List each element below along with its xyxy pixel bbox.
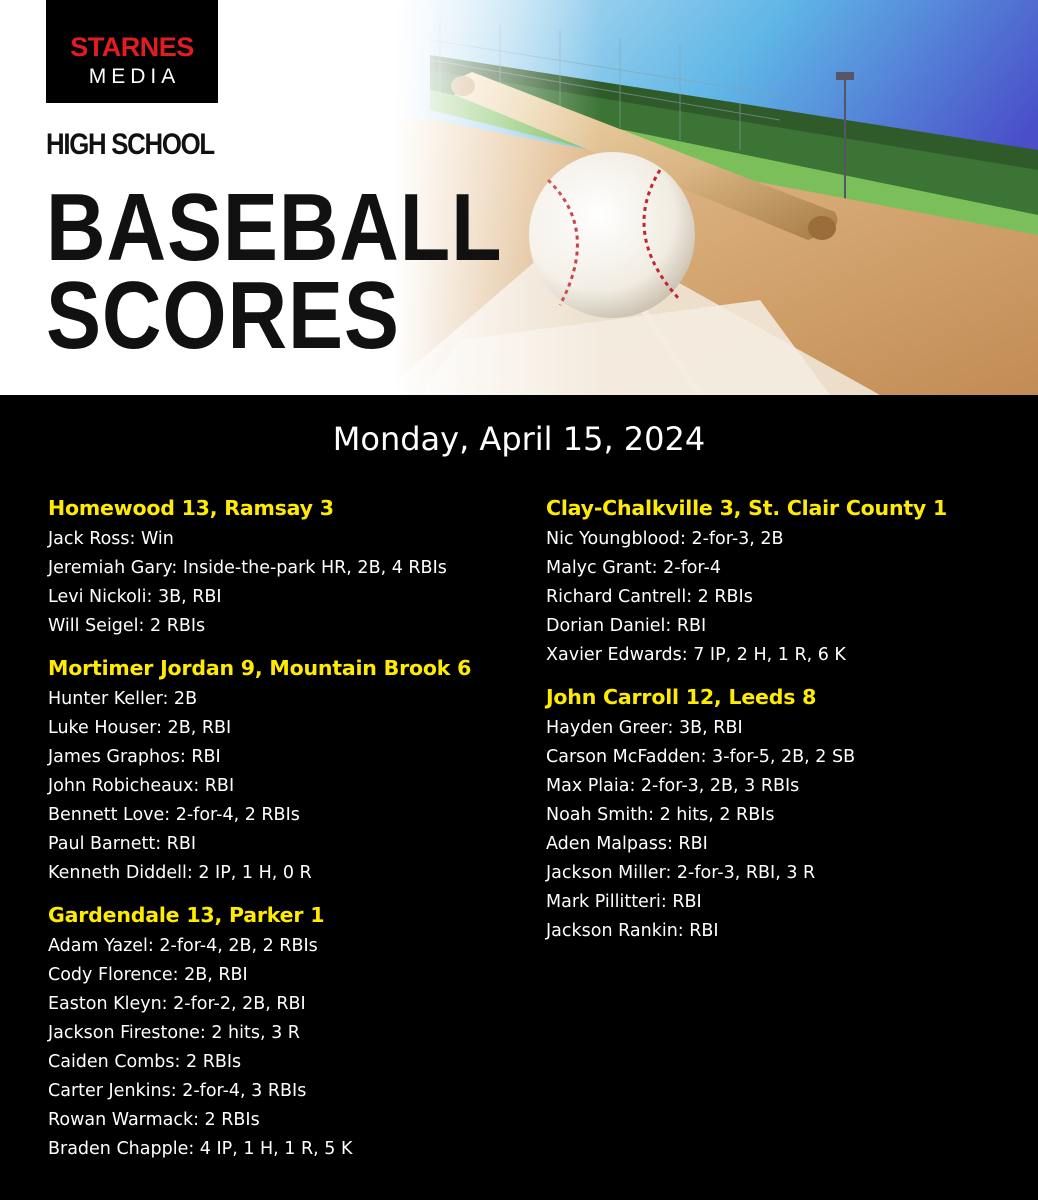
- game-block: [48, 899, 528, 1164]
- date-heading: Monday, April 15, 2024: [332, 420, 706, 458]
- game-title: Clay-Chalkville 3, St. Clair County 1: [546, 496, 948, 520]
- game-block: [546, 681, 1026, 946]
- player-line: Jackson Rankin: RBI: [546, 921, 719, 941]
- player-line: Rowan Warmack: 2 RBIs: [48, 1110, 260, 1130]
- title-line-2: SCORES: [46, 262, 400, 369]
- player-line: Will Seigel: 2 RBIs: [48, 616, 206, 636]
- player-line: Hunter Keller: 2B: [48, 689, 198, 709]
- game-block: [48, 652, 528, 888]
- game-block: [48, 492, 528, 641]
- player-line: Jeremiah Gary: Inside-the-park HR, 2B, 4 RBIs: [48, 558, 447, 578]
- left-column: [48, 492, 528, 1175]
- player-line: Jackson Miller: 2-for-3, RBI, 3 R: [546, 863, 816, 883]
- starnes-media-logo: [46, 0, 218, 103]
- player-line: Nic Youngblood: 2-for-3, 2B: [546, 529, 784, 549]
- player-line: Caiden Combs: 2 RBIs: [48, 1052, 242, 1072]
- player-line: Max Plaia: 2-for-3, 2B, 3 RBIs: [546, 776, 800, 796]
- right-column: [546, 492, 1026, 957]
- player-line: Noah Smith: 2 hits, 2 RBIs: [546, 805, 775, 825]
- player-line: Kenneth Diddell: 2 IP, 1 H, 0 R: [48, 863, 312, 883]
- player-line: Aden Malpass: RBI: [546, 834, 708, 854]
- title-line-1: BASEBALL: [46, 174, 503, 281]
- logo-top-text: STARNES: [70, 32, 194, 62]
- kicker-heading: HIGH SCHOOL: [46, 128, 214, 161]
- game-title: Homewood 13, Ramsay 3: [48, 496, 334, 520]
- logo-bottom-text: MEDIA: [88, 65, 181, 88]
- player-line: Dorian Daniel: RBI: [546, 616, 707, 636]
- player-line: Cody Florence: 2B, RBI: [48, 965, 248, 985]
- game-block: [546, 492, 1026, 670]
- game-title: John Carroll 12, Leeds 8: [546, 685, 817, 709]
- game-title: Mortimer Jordan 9, Mountain Brook 6: [48, 656, 472, 680]
- player-line: Carson McFadden: 3-for-5, 2B, 2 SB: [546, 747, 856, 767]
- player-line: Levi Nickoli: 3B, RBI: [48, 587, 222, 607]
- player-line: Bennett Love: 2-for-4, 2 RBIs: [48, 805, 300, 825]
- header-banner: [0, 0, 1038, 395]
- player-line: John Robicheaux: RBI: [48, 776, 235, 796]
- player-line: Xavier Edwards: 7 IP, 2 H, 1 R, 6 K: [546, 645, 846, 665]
- player-line: Adam Yazel: 2-for-4, 2B, 2 RBIs: [48, 936, 318, 956]
- player-line: Richard Cantrell: 2 RBIs: [546, 587, 753, 607]
- player-line: Jack Ross: Win: [48, 529, 174, 549]
- player-line: Paul Barnett: RBI: [48, 834, 196, 854]
- player-line: Braden Chapple: 4 IP, 1 H, 1 R, 5 K: [48, 1139, 353, 1159]
- player-line: Malyc Grant: 2-for-4: [546, 558, 721, 578]
- player-line: Mark Pillitteri: RBI: [546, 892, 702, 912]
- player-line: Easton Kleyn: 2-for-2, 2B, RBI: [48, 994, 306, 1014]
- player-line: James Graphos: RBI: [48, 747, 221, 767]
- game-title: Gardendale 13, Parker 1: [48, 903, 325, 927]
- player-line: Carter Jenkins: 2-for-4, 3 RBIs: [48, 1081, 307, 1101]
- player-line: Hayden Greer: 3B, RBI: [546, 718, 743, 738]
- player-line: Jackson Firestone: 2 hits, 3 R: [48, 1023, 300, 1043]
- player-line: Luke Houser: 2B, RBI: [48, 718, 232, 738]
